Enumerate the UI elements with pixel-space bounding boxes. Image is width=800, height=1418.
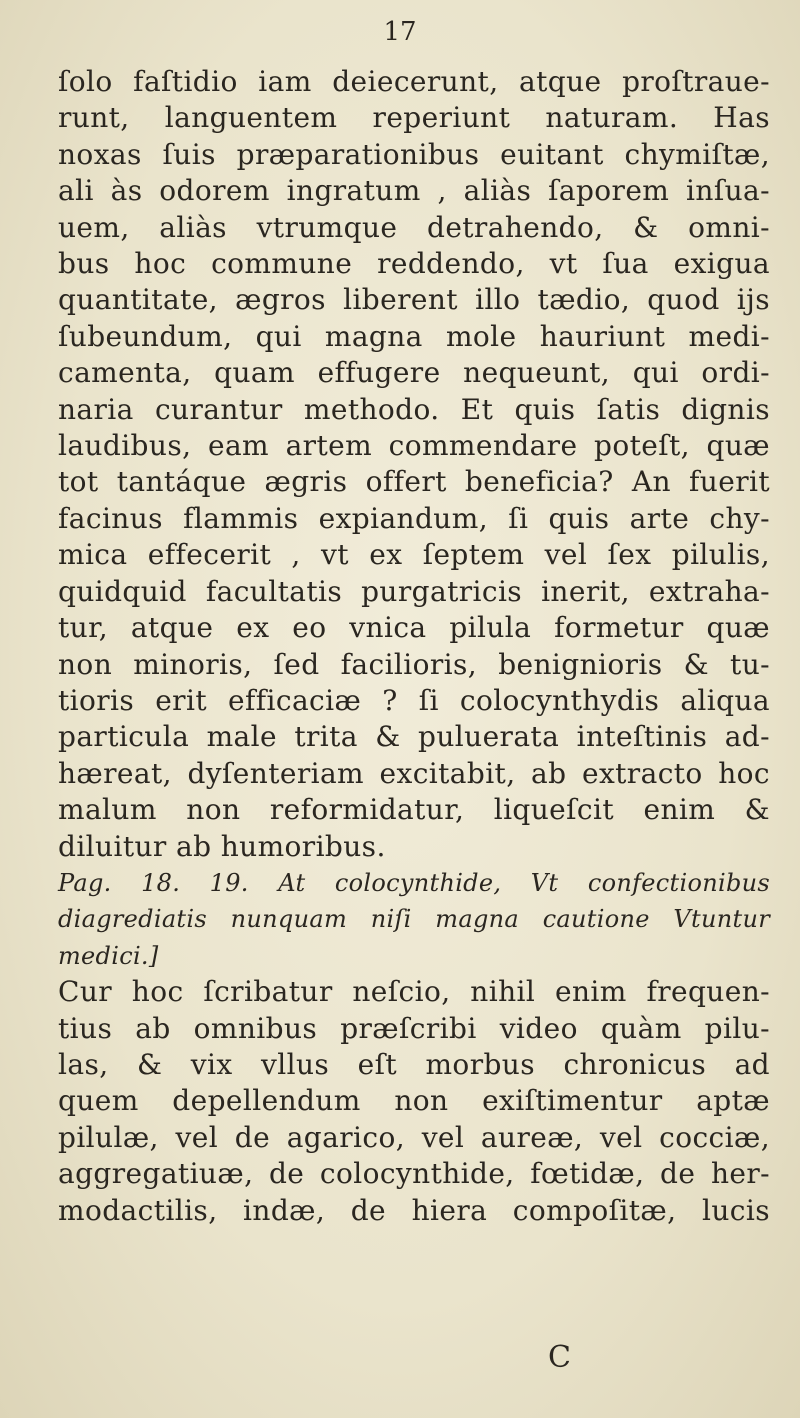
- signature-mark: C: [548, 1340, 571, 1375]
- text-line: uem, aliàs vtrumque detrahendo, & omni-: [58, 210, 770, 244]
- text-line: malum non reformidatur, liqueſcit enim &: [58, 793, 770, 827]
- text-line: tioris erit efficaciæ ? ſi colocynthydis aliqua: [58, 683, 770, 717]
- text-line: ſubeundum, qui magna mole hauriunt medi-: [58, 319, 770, 353]
- paragraph-1: [58, 64, 770, 865]
- marginal-note: [58, 865, 770, 974]
- text-line: bus hoc commune reddendo, vt ſua exigua: [58, 247, 770, 281]
- text-line: quem depellendum non exiſtimentur aptæ: [58, 1084, 770, 1118]
- text-line: camenta, quam effugere nequeunt, qui ordi-: [58, 356, 770, 390]
- text-line: tot tantáque ægris offert beneficia? An fuerit: [58, 465, 770, 499]
- text-line: modactilis, indæ, de hiera compoſitæ, lucis: [58, 1193, 770, 1227]
- note-line: Pag. 18. 19. At colocynthide, Vt confectionibus: [58, 868, 770, 897]
- text-line: laudibus, eam artem commendare poteſt, quæ: [58, 429, 770, 463]
- text-line: facinus flammis expiandum, ſi quis arte chy-: [58, 501, 770, 535]
- text-line: aggregatiuæ, de colocynthide, fœtidæ, de her-: [58, 1157, 770, 1191]
- text-line: quantitate, ægros liberent illo tædio, quod ijs: [58, 283, 770, 317]
- paragraph-2: [58, 974, 770, 1229]
- text-line: naria curantur methodo. Et quis ſatis dignis: [58, 392, 770, 426]
- text-line: mica effecerit , vt ex ſeptem vel ſex pilulis,: [58, 538, 770, 572]
- text-line: hæreat, dyſenteriam excitabit, ab extracto hoc: [58, 756, 770, 790]
- note-line: medici.]: [58, 941, 159, 970]
- text-line: tur, atque ex eo vnica pilula formetur quæ: [58, 611, 770, 645]
- text-line: ali às odorem ingratum , aliàs ſaporem inſua-: [58, 174, 770, 208]
- text-line: runt, languentem reperiunt naturam. Has: [58, 101, 770, 135]
- text-line: quidquid facultatis purgatricis inerit, extraha-: [58, 574, 770, 608]
- text-line: non minoris, ſed facilioris, benignioris & tu-: [58, 647, 770, 681]
- note-line: diagrediatis nunquam niſi magna cautione Vtuntur: [58, 905, 770, 934]
- page-number: 17: [383, 17, 417, 47]
- text-line: particula male trita & puluerata inteſtinis ad-: [58, 720, 770, 754]
- text-line: diluitur ab humoribus.: [58, 829, 386, 863]
- text-line: las, & vix vllus eſt morbus chronicus ad: [58, 1047, 770, 1081]
- text-line: tius ab omnibus præſcribi video quàm pilu-: [58, 1011, 770, 1045]
- text-line: noxas ſuis præparationibus euitant chymiſtæ,: [58, 137, 770, 171]
- text-line: Cur hoc ſcribatur neſcio, nihil enim frequen-: [58, 975, 770, 1009]
- text-block: [58, 64, 770, 1229]
- text-line: ſolo faſtidio iam deiecerunt, atque proſtraue-: [58, 65, 770, 98]
- text-line: pilulæ, vel de agarico, vel aureæ, vel cocciæ,: [58, 1120, 770, 1154]
